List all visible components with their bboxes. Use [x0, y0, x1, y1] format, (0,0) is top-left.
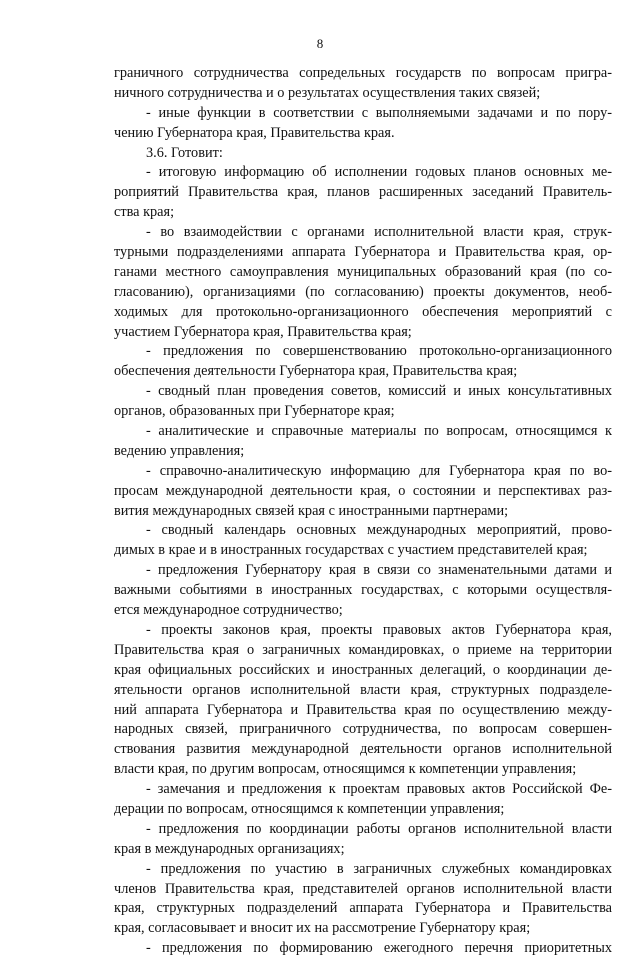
paragraph	[114, 382, 612, 422]
text-line: просам международной деятельности края, о состоянии и перспективах раз-	[114, 482, 612, 499]
text-line: роприятий Правительства края, планов расширенных заседаний Правитель-	[114, 184, 612, 201]
text-line: вития международных связей края с иностранными партнерами;	[114, 502, 509, 519]
text-line: - аналитические и справочные материалы по вопросам, относящимся к	[146, 423, 612, 440]
document-body	[114, 64, 612, 959]
paragraph	[114, 223, 612, 342]
paragraph	[114, 462, 612, 522]
text-line: турными подразделениями аппарата Губернатора и Правительства края, ор-	[114, 244, 612, 261]
paragraph	[114, 342, 612, 382]
paragraph	[114, 780, 612, 820]
text-line: гласованию), организациями (по согласованию) проекты документов, необ-	[114, 283, 612, 300]
text-line: - предложения Губернатору края в связи со знаменательными датами и	[146, 562, 612, 579]
text-line: власти края, по другим вопросам, относящимся к компетенции управления;	[114, 761, 577, 778]
text-line: ничного сотрудничества и о результатах осуществления таких связей;	[114, 84, 541, 101]
text-line: - замечания и предложения к проектам правовых актов Российской Фе-	[146, 781, 612, 798]
text-line: народных связей, приграничного сотрудничества, по вопросам совершен-	[114, 721, 612, 738]
text-line: ний аппарата Губернатора и Правительства края по осуществлению между-	[114, 701, 612, 718]
text-line: ходимых для протокольно-организационного обеспечения мероприятий с	[114, 303, 612, 320]
text-line: чению Губернатора края, Правительства края.	[114, 124, 395, 141]
text-line: членов Правительства края, представителей органов исполнительной власти	[114, 880, 612, 897]
paragraph	[114, 939, 612, 959]
text-line: граничного сотрудничества сопредельных государств по вопросам пригра-	[114, 65, 612, 81]
text-line: - во взаимодействии с органами исполнительной власти края, струк-	[146, 224, 612, 241]
text-line: обеспечения деятельности Губернатора края, Правительства края;	[114, 363, 518, 380]
paragraph	[114, 64, 612, 104]
text-line: - предложения по формированию ежегодного перечня приоритетных	[146, 940, 612, 957]
text-line: края, согласовывает и вносит их на рассмотрение Губернатору края;	[114, 920, 531, 937]
text-line: края, структурных подразделений аппарата Губернатора и Правительства	[114, 900, 612, 917]
text-line: края официальных российских и иностранных делегаций, о координации де-	[114, 661, 612, 678]
text-line: дерации по вопросам, относящимся к компетенции управления;	[114, 800, 505, 817]
text-line: ганами местного самоуправления муниципальных образований края (по со-	[114, 263, 612, 280]
text-line: - предложения по координации работы органов исполнительной власти	[146, 820, 612, 837]
text-line: - иные функции в соответствии с выполняемыми задачами и по пору-	[146, 104, 612, 121]
text-line: ства края;	[114, 204, 175, 221]
paragraph	[114, 621, 612, 780]
text-line: - предложения по участию в заграничных служебных командировках	[146, 860, 612, 877]
paragraph	[114, 521, 612, 561]
text-line: - предложения по совершенствованию протокольно-организационного	[146, 343, 612, 360]
text-line: ется международное сотрудничество;	[114, 602, 343, 619]
paragraph	[114, 820, 612, 860]
paragraph	[114, 144, 612, 164]
text-line: ведению управления;	[114, 442, 245, 459]
text-line: ятельности органов исполнительной власти края, структурных подразделе-	[114, 681, 612, 698]
paragraph	[114, 561, 612, 621]
paragraph	[114, 163, 612, 223]
text-line: края в международных организациях;	[114, 840, 345, 857]
paragraph	[114, 422, 612, 462]
text-line: органов, образованных при Губернаторе края;	[114, 403, 395, 420]
text-line: важными событиями в иностранных государствах, с которыми осуществля-	[114, 582, 612, 599]
text-line: ствования развития международной деятельности органов исполнительной	[114, 741, 612, 758]
text-line: - итоговую информацию об исполнении годовых планов основных ме-	[146, 164, 612, 181]
paragraph	[114, 104, 612, 144]
text-line: 3.6. Готовит:	[146, 144, 223, 161]
text-line: димых в крае и в иностранных государствах с участием представителей края;	[114, 542, 588, 559]
text-line: - проекты законов края, проекты правовых актов Губернатора края,	[146, 621, 612, 638]
text-line: - сводный план проведения советов, комиссий и иных консультативных	[146, 383, 612, 400]
text-line: участием Губернатора края, Правительства края;	[114, 323, 412, 340]
text-line: - справочно-аналитическую информацию для Губернатора края по во-	[146, 462, 612, 479]
text-line: Правительства края о заграничных командировках, о приеме на территории	[114, 641, 612, 658]
text-line: - сводный календарь основных международных мероприятий, прово-	[146, 522, 612, 539]
paragraph	[114, 860, 612, 940]
page-number: 8	[316, 36, 324, 51]
